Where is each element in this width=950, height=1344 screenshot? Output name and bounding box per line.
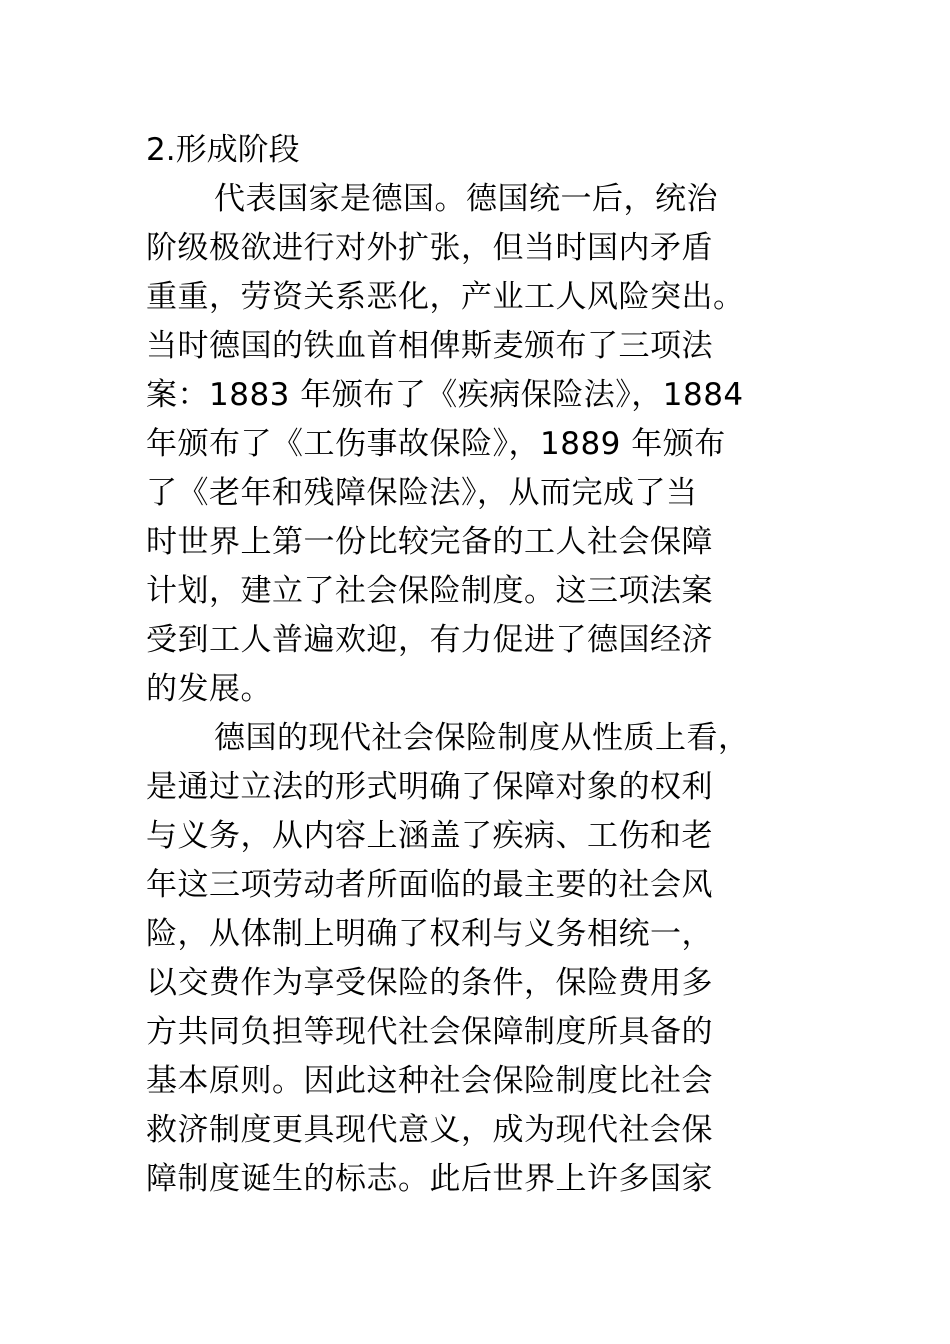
paragraph-line: 年这三项劳动者所面临的最主要的社会风	[146, 867, 713, 903]
paragraph-line: 案：1883 年颁布了《疾病保险法》，1884	[146, 377, 744, 413]
paragraph-line: 与义务，从内容上涵盖了疾病、工伤和老	[146, 818, 713, 854]
paragraph-line: 受到工人普遍欢迎，有力促进了德国经济	[146, 622, 713, 658]
paragraph-line: 德国的现代社会保险制度从性质上看，	[214, 720, 750, 756]
paragraph-line: 代表国家是德国。德国统一后，统治	[214, 181, 718, 217]
paragraph-line: 方共同负担等现代社会保障制度所具备的	[146, 1014, 713, 1050]
document-body	[146, 126, 806, 1204]
paragraph-line: 重重，劳资关系恶化，产业工人风险突出。	[146, 279, 745, 315]
paragraph-1	[146, 175, 806, 714]
paragraph-line: 险，从体制上明确了权利与义务相统一，	[146, 916, 713, 952]
paragraph-2	[146, 714, 806, 1204]
paragraph-line: 以交费作为享受保险的条件，保险费用多	[146, 965, 713, 1001]
paragraph-line: 障制度诞生的标志。此后世界上许多国家	[146, 1161, 713, 1197]
paragraph-line: 时世界上第一份比较完备的工人社会保障	[146, 524, 713, 560]
paragraph-line: 计划，建立了社会保险制度。这三项法案	[146, 573, 713, 609]
paragraph-line: 救济制度更具现代意义，成为现代社会保	[146, 1112, 713, 1148]
paragraph-line: 了《老年和残障保险法》，从而完成了当	[146, 475, 698, 511]
paragraph-line: 是通过立法的形式明确了保障对象的权利	[146, 769, 713, 805]
paragraph-line: 基本原则。因此这种社会保险制度比社会	[146, 1063, 713, 1099]
paragraph-line: 年颁布了《工伤事故保险》，1889 年颁布	[146, 426, 726, 462]
paragraph-line: 当时德国的铁血首相俾斯麦颁布了三项法	[146, 328, 713, 364]
paragraph-line: 的发展。	[146, 671, 272, 707]
section-heading: 2.形成阶段	[146, 132, 300, 168]
paragraph-line: 阶级极欲进行对外扩张，但当时国内矛盾	[146, 230, 713, 266]
